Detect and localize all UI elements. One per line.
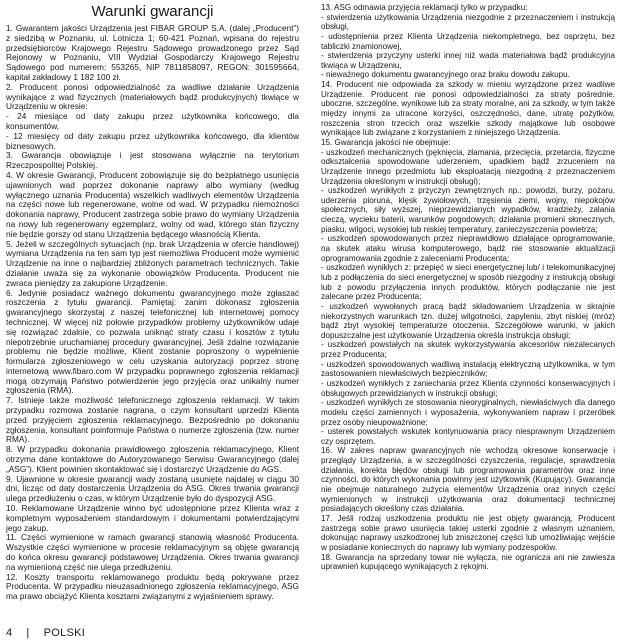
- paragraph: 8. W przypadku dokonania prawidłowego zgłoszenia reklamacyjnego, Klient otrzyma dane kontaktowe do Autoryzowanego Serwisu Gwarancyjnego (dalej „ASG”). Klient powinien skontaktować się i dostarczyć Urządzenie do AGS.: [6, 444, 299, 474]
- paragraph: - 24 miesiące od daty zakupu przez użytkownika końcowego, dla konsumentów,: [6, 111, 299, 131]
- page-footer: [6, 627, 85, 640]
- left-column-body: [6, 24, 299, 602]
- paragraph: 5. Jeżeli w szczególnych sytuacjach (np. brak Urządzenia w ofercie handlowej) wymiana Urządzenia na ten sam typ jest niemożliwa Producent może wymienić Urządzenie na inne o najbardziej zbliżonych parametrach technicznych. Takie działanie uważa się za wykonanie obowiązków Producenta. Producent nie zwraca pieniędzy za zakupione Urządzenie.: [6, 238, 299, 288]
- right-column-body: [321, 3, 615, 572]
- paragraph: 16. W zakres napraw gwarancyjnych nie wchodzą okresowe konserwacje i przeglądy Urządzenia, a w szczególności czyszczenia, regulacje, sprawdzenia działania, korekta błędów obsługi lub programowania parametrów oraz inne czynności, do których wykonania powinny jest użytkownik (Kupujący). Gwarancja nie obejmuje naturalnego zużycia elementów Urządzenia oraz innych części wymienionych w instrukcji użytkowania oraz dokumentacji technicznej posiadających określony czas działania.: [321, 446, 615, 514]
- paragraph: - uszkodzeń wynikłych ze stosowania nieoryginalnych, niewłaściwych dla danego modelu części zamiennych i wyposażenia, wykonywaniem napraw i przeróbek przez osoby nieupoważnione;: [321, 398, 615, 427]
- paragraph: 4. W okresie Gwarancji, Producent zobowiązuje się do bezpłatnego usunięcia ujawnionych wad poprzez dokonanie naprawy albo wymiany (według wyłącznego uznania Producenta) wszelkich wadliwych elementów Urządzenia na części nowe lub regenerowane, wolne od wad. W przypadku niemożności dokonania naprawy, Producent zastrzega sobie prawo do wymiany Urządzenia na nowy lub regenerowany egzemplarz, wolny od wad, którego stan fizyczny nie będzie gorszy od stanu Urządzenia będącego własnością Klienta.: [6, 169, 299, 239]
- paragraph: 14. Producent nie odpowiada za szkody w mieniu wyrządzone przez wadliwe Urządzenie. Producent nie ponosi odpowiedzialności za straty pośrednie, uboczne, szczególne, wynikowe lub za straty moralne, ani za szkody, w tym także między innymi za utracone korzyści, oszczędności, dane, utratę pożytków, roszczenia stron trzecich oraz wszelkie szkody majątkowe lub osobowe wynikające lub związane z korzystaniem z niniejszego Urządzenia.: [321, 80, 615, 138]
- paragraph: - uszkodzeń wynikłych z przyczyn zewnętrznych np.: powodzi, burzy, pożaru, uderzenia pioruna, klęsk żywiołowych, trzęsienia ziemi, wojny, niepokojów społecznych, siły wyższej, nieprzewidzianych wypadków, kradzieży, zalania cieczą, wycieku baterii, warunków pogodowych; działania promieni słonecznych, piasku, wilgoci, wysokiej lub niskiej temperatury, zanieczyszczenia powietrza;: [321, 186, 615, 234]
- paragraph: - nieważnego dokumentu gwarancyjnego oraz braku dowodu zakupu.: [321, 70, 570, 80]
- page-title: Warunki gwarancji: [91, 3, 214, 20]
- paragraph: - 12 miesięcy od daty zakupu przez użytkownika końcowego, dla klientów biznesowych.: [6, 130, 299, 151]
- paragraph: 12. Koszty transportu reklamowanego produktu będą pokrywane przez Producenta. W przypadku nieuzasadnionego zgłoszenia reklamacyjnego, ASG ma prawo obciążyć Klienta kosztami związanymi z wyjaśnieniem sprawy.: [6, 571, 299, 602]
- paragraph: - stwierdzenia przyczyny usterki innej niż wada materiałowa bądź produkcyjna tkwiąca w Urządzeniu,: [321, 51, 615, 70]
- paragraph: - uszkodzeń powstałych na skutek wykorzystywania akcesoriów niezalecanych przez Producenta;: [321, 340, 615, 360]
- paragraph: 3. Gwarancja obowiązuje i jest stosowana wyłącznie na terytorium Rzeczpospolitej Polskiej.: [6, 150, 299, 171]
- paragraph: - uszkodzeń wynikłych z: przepięć w sieci energetycznej lub/ i telekomunikacyjnej lub z podłączenia do sieci energetycznej w sposób niezgodny z instrukcją obsługi lub z powodu przyłączenia innych produktów, których podłączanie nie jest zalecane przez Producenta;: [321, 263, 615, 302]
- right-column: [321, 3, 615, 572]
- paragraph: - uszkodzeń wywołanych pracą bądź składowaniem Urządzenia w skrajnie niekorzystnych warunkach tzn. dużej wilgotności, zapyleniu, zbyt niskiej (mróz) bądź zbyt wysokiej temperaturze otoczenia. Szczegółowe warunki, w jakich dopuszczalne jest użytkowanie Urządzenia określa instrukcja obsługi;: [321, 301, 615, 340]
- paragraph: - usterek powstałych wskutek kontynuowania pracy niesprawnym Urządzeniem czy osprzętem.: [321, 427, 615, 446]
- paragraph: 13. ASG odmawia przyjęcia reklamacji tylko w przypadku:: [321, 3, 528, 12]
- paragraph: 18. Gwarancja na sprzedany towar nie wyłącza, nie ogranicza ani nie zawiesza uprawnień kupującego wynikających z rękojmi.: [321, 552, 615, 572]
- language-label: POLSKI: [43, 627, 86, 639]
- paragraph: 15. Gwarancja jakości nie obejmuje:: [321, 137, 451, 147]
- paragraph: - udostępnienia przez Klienta Urządzenia niekompletnego, bez osprzętu, bez tabliczki znamionowej,: [321, 31, 615, 51]
- paragraph: 11. Części wymienione w ramach gwarancji stanowią własność Producenta. Wszystkie części wymienione w procesie reklamacyjnym są objęte gwarancją do końca okresu gwarancji podstawowej Urządzenia. Okres trwania gwarancji na wymienioną część nie ulega przedłużeniu.: [6, 532, 299, 572]
- paragraph: - uszkodzeń wynikłych z zaniechania przez Klienta czynności konserwacyjnych i obsługowych przewidzianych w instrukcji obsługi;: [321, 378, 615, 398]
- paragraph: 7. Istnieje także możliwość telefonicznego zgłoszenia reklamacji. W takim przypadku rozmowa zostanie nagrana, o czym konsultant uprzedzi Klienta przed przyjęciem zgłoszenia reklamacyjnego. Bezpośrednio po dokonaniu zgłoszenia, konsultant poinformuje Państwa o numerze zgłoszenia (tzw. numer RMA).: [6, 395, 299, 445]
- paragraph: - uszkodzeń spowodowanych wadliwą instalacją elektryczną użytkownika, w tym zastosowaniem niewłaściwych bezpieczników;: [321, 359, 615, 379]
- paragraph: 10. Reklamowane Urządzenie winno być udostępnione przez Klienta wraz z kompletnym wyposażeniem standardowym i dokumentami potwierdzającymi jego zakup.: [6, 503, 299, 533]
- page-number: 4: [6, 627, 13, 639]
- paragraph: 17. Jeśli rodzaj uszkodzenia produktu nie jest objęty gwarancją, Producent zastrzega sobie prawo usunięcia takiej usterki zgodnie z własnym uznaniem, dokonując naprawy uszkodzonej lub zniszczonej części lub umożliwiając wejście w posiadanie koniecznych do naprawy lub wymiany podzespołów.: [321, 513, 615, 552]
- paragraph: - uszkodzeń mechanicznych (pęknięcia, złamania, przecięcia, przetarcia, fizyczne odkształcenia spowodowane uderzeniem, upadkiem bądź zrzuceniem na Urządzenie innego przedmiotu lub eksploatacją niezgodną z przeznaczeniem Urządzenia określonym w instrukcji obsługi);: [321, 147, 615, 186]
- paragraph: - stwierdzenia użytkowania Urządzenia niezgodnie z przeznaczeniem i instrukcją obsługi,: [321, 12, 615, 32]
- paragraph: 9. Ujawnione w okresie gwarancji wady zostaną usunięte najdalej w ciągu 30 dni, licząc od daty dostarczenia Urządzenia do ASG. Okres trwania gwarancji ulega przedłużeniu o czas, w którym Urządzenie było do dyspozycji ASG.: [6, 473, 299, 504]
- paragraph: 1. Gwarantem jakości Urządzenia jest FIBAR GROUP S.A. (dalej „Producent”) z siedzibą w Poznaniu, ul. Lotnicza 1; 60-421 Poznań, wpisana do rejestru przedsiębiorców Krajowego Rejestru Sądowego prowadzonego przez Sąd Rejonowy w Poznaniu, VIII Wydział Gospodarczy Krajowego Rejestru Sądowego pod numerem: 553265, NIP 7811858097, REGON: 301595664, kapitał zakładowy 1 182 100 zł.: [6, 23, 299, 82]
- paragraph: 2. Producent ponosi odpowiedzialność za wadliwe działanie Urządzenia wynikające z wad fizycznych (materiałowych bądź produkcyjnych) tkwiące w Urządzeniu w okresie:: [6, 81, 299, 112]
- paragraph: 6. Jedynie posiadacz ważnego dokumentu gwarancyjnego może zgłaszać roszczenia z tytułu gwarancji. Pamiętaj: zanim dokonasz zgłoszenia gwarancyjnego skorzystaj z naszej telefonicznej lub internetowej pomocy technicznej. W więcej niż połowie przypadków problemy użytkowników udaje się rozwiązać zdalnie, co pozwala uniknąć straty czasu i kosztów z tytułu niepotrzebnie uruchamianej procedury gwarancyjnej. Jeśli zdalne rozwiązanie problemu nie będzie możliwe, Klient zostanie poproszony o wypełnienie formularza zgłoszeniowego w celu uzyskania autoryzacji poprzez stronę internetową www.fibaro.com W przypadku poprawnego zgłoszenia reklamacji mogą otrzymają Państwo potwierdzenie jego przyjęcia oraz unikalny numer zgłoszenia (RMA).: [6, 287, 299, 396]
- left-column: [6, 3, 299, 602]
- paragraph: - uszkodzeń spowodowanych przez nieprawidłowo działające oprogramowanie, na skutek ataku wirusa komputerowego, bądź nie stosowanie aktualizacji oprogramowania zgodnie z zaleceniami Producenta;: [321, 234, 615, 263]
- footer-separator: |: [26, 627, 30, 639]
